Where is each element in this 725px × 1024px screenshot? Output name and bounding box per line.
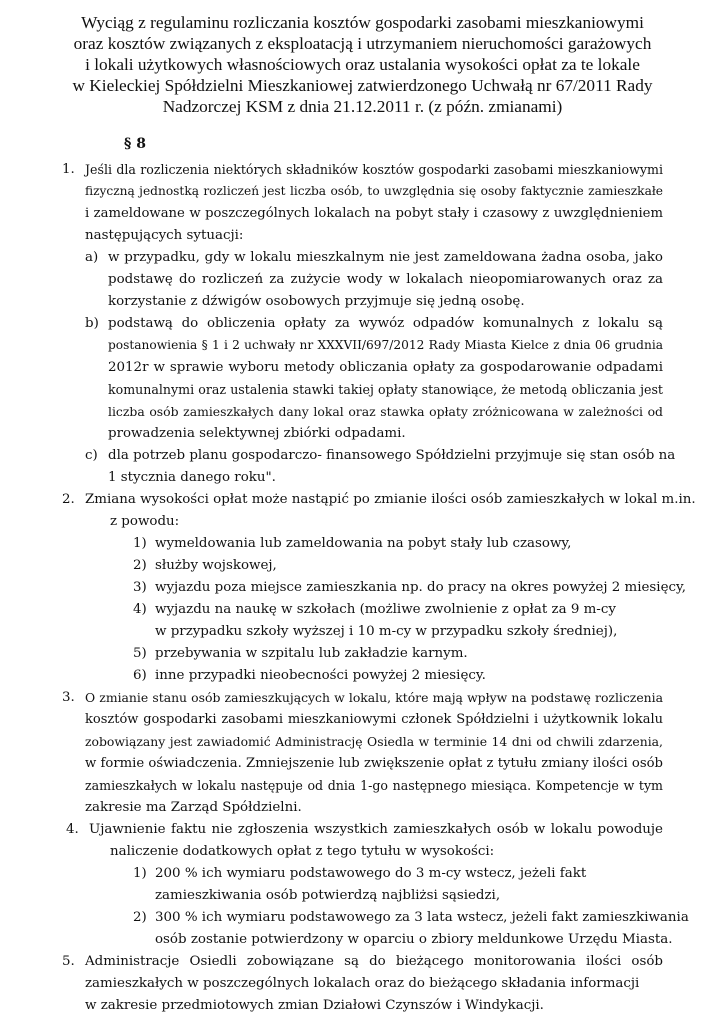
list-number: 5) xyxy=(133,646,147,661)
list-number: 1) xyxy=(133,536,147,551)
paragraph-line: korzystanie z dźwigów osobowych przyjmuje się jedną osobę. xyxy=(108,294,525,309)
paragraph-line: Ujawnienie faktu nie zgłoszenia wszystkich zamieszkałych osób w lokalu powoduje xyxy=(89,822,663,837)
paragraph-line: z powodu: xyxy=(110,514,180,529)
paragraph-line: Zmiana wysokości opłat może nastąpić po zmianie ilości osób zamieszkałych w lokal m.in. xyxy=(85,492,696,507)
list-item: osób zostanie potwierdzony w oparciu o zbiory meldunkowe Urzędu Miasta. xyxy=(155,932,673,947)
list-item: wyjazdu na naukę w szkołach (możliwe zwolnienie z opłat za 9 m-cy xyxy=(155,602,616,617)
paragraph-line: podstawą do obliczenia opłaty za wywóz odpadów komunalnych z lokalu są xyxy=(108,316,663,331)
paragraph-line: podstawę do rozliczeń za zużycie wody w lokalach nieopomiarowanych oraz za xyxy=(108,272,663,287)
list-number: 1) xyxy=(133,866,147,881)
sub-item-label: a) xyxy=(85,250,99,265)
paragraph-line: dla potrzeb planu gospodarczo- finansowego Spółdzielni przyjmuje się stan osób na xyxy=(108,448,676,463)
title-line: w Kieleckiej Spółdzielni Mieszkaniowej zatwierdzonego Uchwałą nr 67/2011 Rady xyxy=(72,76,653,95)
item-number: 1. xyxy=(62,162,75,177)
title-line: Wyciąg z regulaminu rozliczania kosztów gospodarki zasobami mieszkaniowymi xyxy=(81,13,644,32)
list-item: 200 % ich wymiaru podstawowego do 3 m-cy wstecz, jeżeli fakt xyxy=(155,866,587,881)
item-number: 4. xyxy=(66,822,79,837)
list-item: inne przypadki nieobecności powyżej 2 miesięcy. xyxy=(155,668,486,683)
paragraph-line: naliczenie dodatkowych opłat z tego tytułu w wysokości: xyxy=(110,844,495,859)
paragraph-line: Jeśli dla rozliczenia niektórych składników kosztów gospodarki zasobami mieszkaniowymi xyxy=(85,162,663,177)
list-number: 3) xyxy=(133,580,147,595)
list-number: 4) xyxy=(133,602,147,617)
list-number: 2) xyxy=(133,558,147,573)
item-number: 3. xyxy=(62,690,75,705)
list-item: w przypadku szkoły wyższej i 10 m-cy w przypadku szkoły średniej), xyxy=(155,624,618,639)
paragraph-line: fizyczną jednostką rozliczeń jest liczba osób, to uwzględnia się osoby faktycznie zamieszkałe xyxy=(85,184,663,198)
paragraph-line: kosztów gospodarki zasobami mieszkaniowymi członek Spółdzielni i użytkownik lokalu xyxy=(85,712,663,727)
title-line: i lokali użytkowych własnościowych oraz ustalania wysokości opłat za te lokale xyxy=(85,55,640,74)
paragraph-line: postanowienia § 1 i 2 uchwały nr XXXVII/697/2012 Rady Miasta Kielce z dnia 06 grudnia xyxy=(108,338,663,352)
list-number: 2) xyxy=(133,910,147,925)
paragraph-line: Administracje Osiedli zobowiązane są do bieżącego monitorowania ilości osób xyxy=(85,954,663,969)
paragraph-line: w formie oświadczenia. Zmniejszenie lub zwiększenie opłat z tytułu zmiany ilości osób xyxy=(85,756,663,771)
list-number: 6) xyxy=(133,668,147,683)
paragraph-line: i zameldowane w poszczególnych lokalach na pobyt stały i czasowy z uwzględnieniem xyxy=(85,206,663,221)
paragraph-line: zakresie ma Zarząd Spółdzielni. xyxy=(85,800,302,815)
paragraph-line: w przypadku, gdy w lokalu mieszkalnym nie jest zameldowana żadna osoba, jako xyxy=(108,250,663,265)
paragraph-line: w zakresie przedmiotowych zmian Działowi Czynszów i Windykacji. xyxy=(85,998,544,1013)
item-number: 5. xyxy=(62,954,75,969)
paragraph-line: następujących sytuacji: xyxy=(85,228,244,243)
paragraph-line: prowadzenia selektywnej zbiórki odpadami. xyxy=(108,426,406,441)
list-item: zamieszkiwania osób potwierdzą najbliżsi sąsiedzi, xyxy=(155,888,501,903)
list-item: wyjazdu poza miejsce zamieszkania np. do pracy na okres powyżej 2 miesięcy, xyxy=(155,580,687,595)
section-heading: § 8 xyxy=(124,136,146,152)
title-line: Nadzorczej KSM z dnia 21.12.2011 r. (z późn. zmianami) xyxy=(162,97,563,116)
list-item: 300 % ich wymiaru podstawowego za 3 lata wstecz, jeżeli fakt zamieszkiwania xyxy=(155,910,689,925)
paragraph-line: zamieszkałych w lokalu następuje od dnia 1-go następnego miesiąca. Kompetencje w tym xyxy=(85,778,663,793)
paragraph-line: 2012r w sprawie wyboru metody obliczania opłaty za gospodarowanie odpadami xyxy=(108,360,663,375)
paragraph-line: O zmianie stanu osób zamieszkujących w lokalu, które mają wpływ na podstawę rozliczenia xyxy=(85,690,663,705)
title-line: oraz kosztów związanych z eksploatacją i utrzymaniem nieruchomości garażowych xyxy=(73,34,652,53)
paragraph-line: komunalnymi oraz ustalenia stawki takiej opłaty stanowiące, że metodą obliczania jest xyxy=(108,382,663,397)
list-item: wymeldowania lub zameldowania na pobyt stały lub czasowy, xyxy=(155,536,572,551)
paragraph-line: 1 stycznia danego roku". xyxy=(108,470,276,485)
list-item: służby wojskowej, xyxy=(155,558,277,573)
document-title xyxy=(40,12,685,117)
paragraph-line: zamieszkałych w poszczególnych lokalach oraz do bieżącego składania informacji xyxy=(85,976,640,991)
paragraph-line: liczba osób zamieszkałych dany lokal oraz stawka opłaty zróżnicowana w zależności od xyxy=(108,404,663,419)
sub-item-label: c) xyxy=(85,448,98,463)
paragraph-line: zobowiązany jest zawiadomić Administrację Osiedla w terminie 14 dni od chwili zdarzenia, xyxy=(85,734,663,749)
item-number: 2. xyxy=(62,492,75,507)
sub-item-label: b) xyxy=(85,316,99,331)
list-item: przebywania w szpitalu lub zakładzie karnym. xyxy=(155,646,468,661)
